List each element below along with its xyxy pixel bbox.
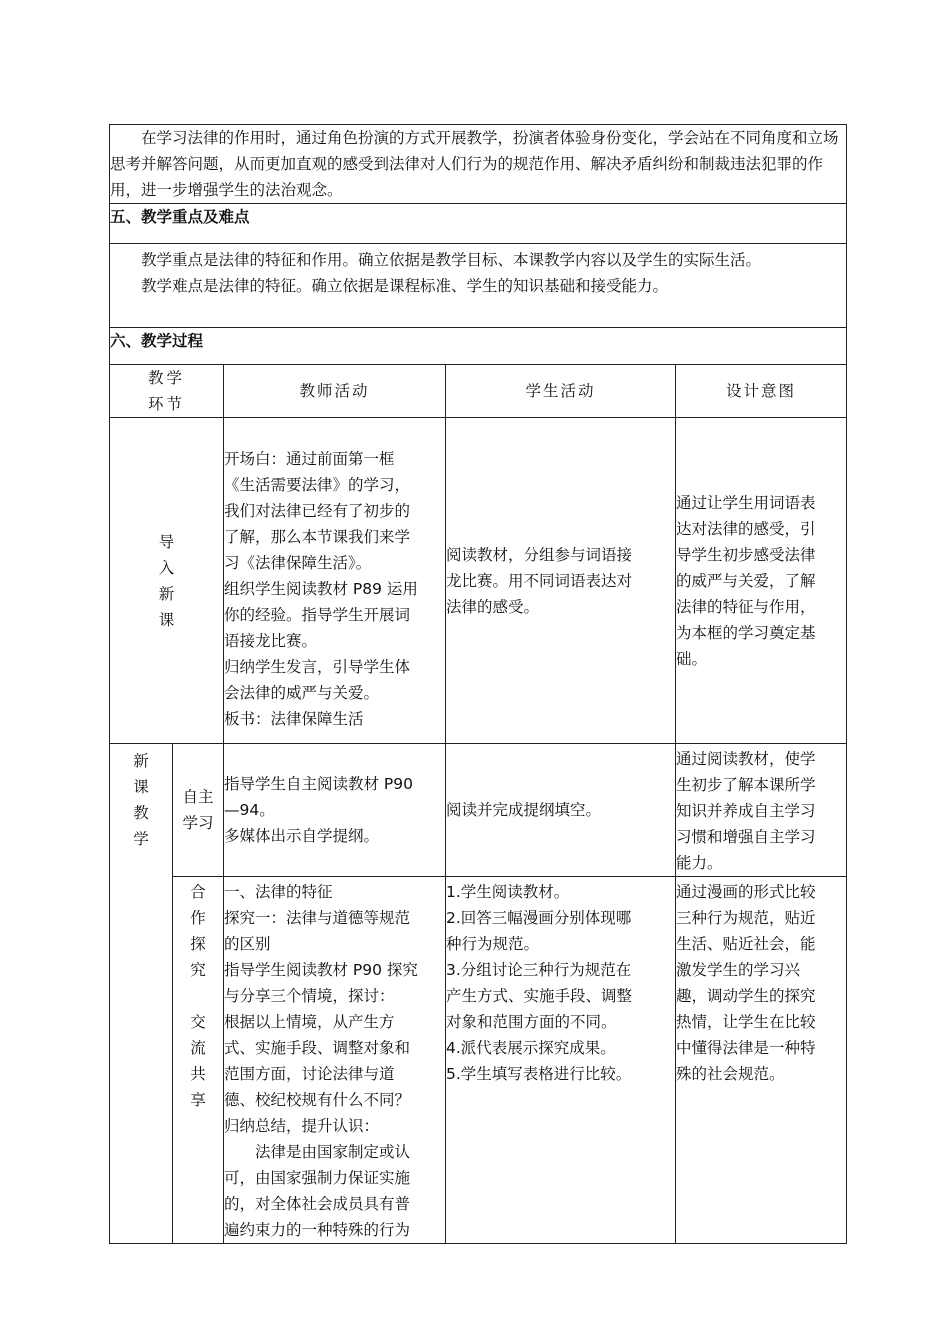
cooperate-student-activity: 1.学生阅读教材。 2.回答三幅漫画分别体现哪 种行为规范。 3.分组讨论三种行为规范在 产生方式、实施手段、调整 对象和范围方面的不同。 4.派代表展示探究成果。 5.学生填写表格进行比较。: [446, 877, 676, 1244]
header-stage: 教学 环节: [110, 365, 224, 418]
section5-heading: 五、教学重点及难点: [110, 204, 847, 244]
header-design: 设计意图: [676, 365, 847, 418]
substage-self-study: 自主 学习: [173, 744, 224, 877]
stage-new-lesson: 新 课 教 学: [110, 744, 173, 1244]
lesson-plan-table: [109, 124, 847, 1244]
section6-heading-row: [110, 328, 847, 365]
header-teacher: 教师活动: [224, 365, 446, 418]
self-study-design-intent: 通过阅读教材，使学 生初步了解本课所学 知识并养成自主学习 习惯和增强自主学习 能力。: [676, 744, 847, 877]
self-study-teacher-activity: 指导学生自主阅读教材 P90 —94。 多媒体出示自学提纲。: [224, 744, 446, 877]
self-study-row: [110, 744, 847, 877]
cooperate-design-intent: 通过漫画的形式比较 三种行为规范，贴近 生活、贴近社会，能 激发学生的学习兴 趣，调动学生的探究 热情，让学生在比较 中懂得法律是一种特 殊的社会规范。: [676, 877, 847, 1244]
difficulty-text: 教学难点是法律的特征。确立依据是课程标准、学生的知识基础和接受能力。: [141, 277, 669, 295]
table-header-row: [110, 365, 847, 418]
intro-lesson-row: [110, 418, 847, 744]
intro-paragraph: 在学习法律的作用时，通过角色扮演的方式开展教学，扮演者体验身份变化，学会站在不同角度和立场思考并解答问题，从而更加直观的感受到法律对人们行为的规范作用、解决矛盾纠纷和制裁违法犯罪的作用，进一步增强学生的法治观念。: [110, 129, 839, 199]
header-student: 学生活动: [446, 365, 676, 418]
intro-student-activity: 阅读教材，分组参与词语接 龙比赛。用不同词语表达对 法律的感受。: [446, 418, 676, 744]
substage-cooperate: 合 作 探 究 交 流 共 享: [173, 877, 224, 1244]
intro-design-intent: 通过让学生用词语表 达对法律的感受，引 导学生初步感受法律 的威严与关爱，了解 法律的特征与作用， 为本框的学习奠定基 础。: [676, 418, 847, 744]
section5-heading-row: [110, 204, 847, 244]
key-point-text: 教学重点是法律的特征和作用。确立依据是教学目标、本课教学内容以及学生的实际生活。: [141, 251, 762, 269]
self-study-student-activity: 阅读并完成提纲填空。: [446, 744, 676, 877]
intro-teacher-activity: 开场白：通过前面第一框 《生活需要法律》的学习， 我们对法律已经有了初步的 了解，那么本节课我们来学 习《法律保障生活》。 组织学生阅读教材 P89 运用 你的经验。指导学生开展词 语接龙比赛。 归纳学生发言，引导学生体 会法律的威严与关爱。 板书：法律保障生活: [224, 418, 446, 744]
stage-intro: 导 入 新 课: [110, 418, 224, 744]
intro-paragraph-row: [110, 125, 847, 204]
section6-heading: 六、教学过程: [110, 328, 847, 365]
section5-content-row: [110, 244, 847, 328]
cooperate-row: [110, 877, 847, 1244]
cooperate-teacher-activity: 一、法律的特征 探究一：法律与道德等规范 的区别 指导学生阅读教材 P90 探究 与分享三个情境，探讨： 根据以上情境，从产生方 式、实施手段、调整对象和 范围方面，讨论法律与道 德、校纪校规有什么不同？ 归纳总结，提升认识： 法律是由国家制定或认 可，由国家强制力保证实施 的，对全体社会成员具有普 遍约束力的一种特殊的行为: [224, 877, 446, 1244]
